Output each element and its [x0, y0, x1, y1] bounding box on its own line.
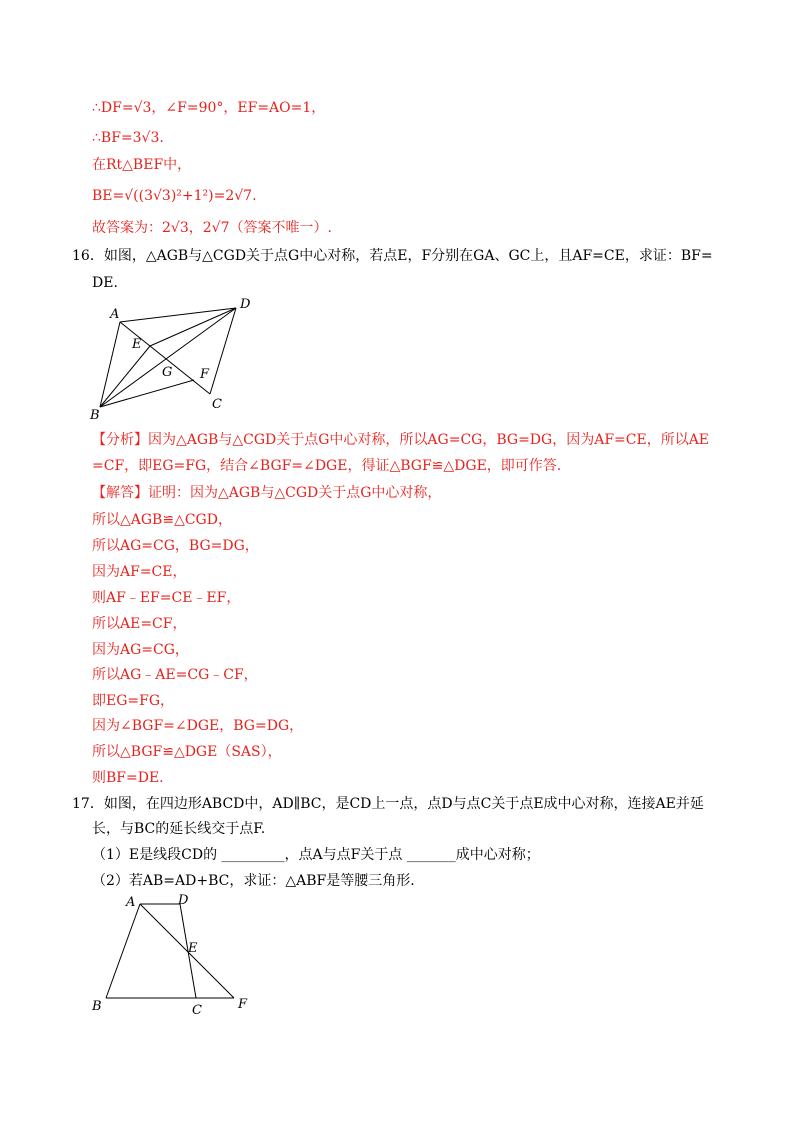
- label-A: A: [126, 895, 136, 910]
- segment-AB: [106, 904, 140, 998]
- label-D: D: [178, 893, 189, 908]
- label-F: F: [238, 997, 248, 1012]
- label-G: G: [162, 365, 173, 380]
- label-A: A: [110, 307, 120, 322]
- q16-solution-line: 所以△AGB≌△CGD，: [92, 512, 232, 528]
- segment-DE: [150, 308, 236, 346]
- q17-text-line2: 长，与BC的延长线交于点F.: [92, 821, 266, 837]
- q16-solution-line: 所以AG=CG，BG=DG，: [92, 538, 259, 554]
- label-B: B: [92, 999, 102, 1014]
- segment-DC: [210, 308, 236, 394]
- q16-solution-line: 因为∠BGF=∠DGE，BG=DG，: [92, 718, 304, 734]
- label-B: B: [90, 408, 100, 423]
- q16-analysis-line2: =CF，即EG=FG，结合∠BGF=∠DGE，得证△BGF≌△DGE，即可作答.: [92, 458, 562, 474]
- label-E: E: [188, 941, 198, 956]
- q16-solution-line: 所以△BGF≌△DGE（SAS），: [92, 744, 282, 760]
- answer15-line1: ∴DF=√3，∠F=90°，EF=AO=1，: [92, 100, 326, 116]
- q16-solution-line: 即EG=FG，: [92, 693, 175, 709]
- q16-solution-line: 因为AF=CE，: [92, 564, 187, 580]
- answer15-line5: 故答案为：2√3，2√7（答案不唯一）.: [92, 220, 332, 236]
- segment-AF: [140, 904, 234, 998]
- answer15-line2: ∴BF=3√3.: [92, 130, 164, 146]
- q17-text-line1: 17．如图，在四边形ABCD中，AD∥BC，是CD上一点，点D与点C关于点E成中心对称，连接AE并延: [72, 796, 704, 812]
- answer15-line4: BE=√((3√3)²+1²)=2√7.: [92, 188, 257, 204]
- q16-text-line1: 16．如图，△AGB与△CGD关于点G中心对称，若点E，F分别在GA、GC上，且AF=CE，求证：BF=: [72, 248, 713, 264]
- segment-AD: [120, 308, 236, 322]
- q16-figure: [86, 292, 256, 424]
- q16-solution-line: 则AF﹣EF=CE﹣EF，: [92, 590, 241, 606]
- q16-analysis-line1: 【分析】因为△AGB与△CGD关于点G中心对称，所以AG=CG，BG=DG，因为AF=CE，所以AE: [92, 432, 710, 448]
- label-F: F: [200, 367, 210, 382]
- label-E: E: [132, 337, 142, 352]
- q16-text-line2: DE.: [92, 275, 118, 291]
- q16-solution-line: 所以AE=CF，: [92, 616, 187, 632]
- q16-solution-line: 则BF=DE.: [92, 770, 164, 786]
- label-D: D: [240, 297, 251, 312]
- q16-solution-line: 所以AG﹣AE=CG﹣CF，: [92, 667, 258, 683]
- segment-BF: [100, 380, 194, 407]
- q16-solution-line: 因为AG=CG，: [92, 642, 189, 658]
- q16-solution-line: 【解答】证明：因为△AGB与△CGD关于点G中心对称，: [92, 485, 442, 501]
- q17-part2: （2）若AB=AD+BC，求证：△ABF是等腰三角形.: [92, 873, 415, 889]
- label-C: C: [212, 397, 222, 412]
- answer15-line3: 在Rt△BEF中，: [92, 157, 192, 173]
- q17-figure: [88, 890, 258, 1020]
- label-C: C: [192, 1003, 202, 1018]
- q17-part1: （1）E是线段CD的 _________，点A与点F关于点 _______成中心对称；: [92, 847, 540, 863]
